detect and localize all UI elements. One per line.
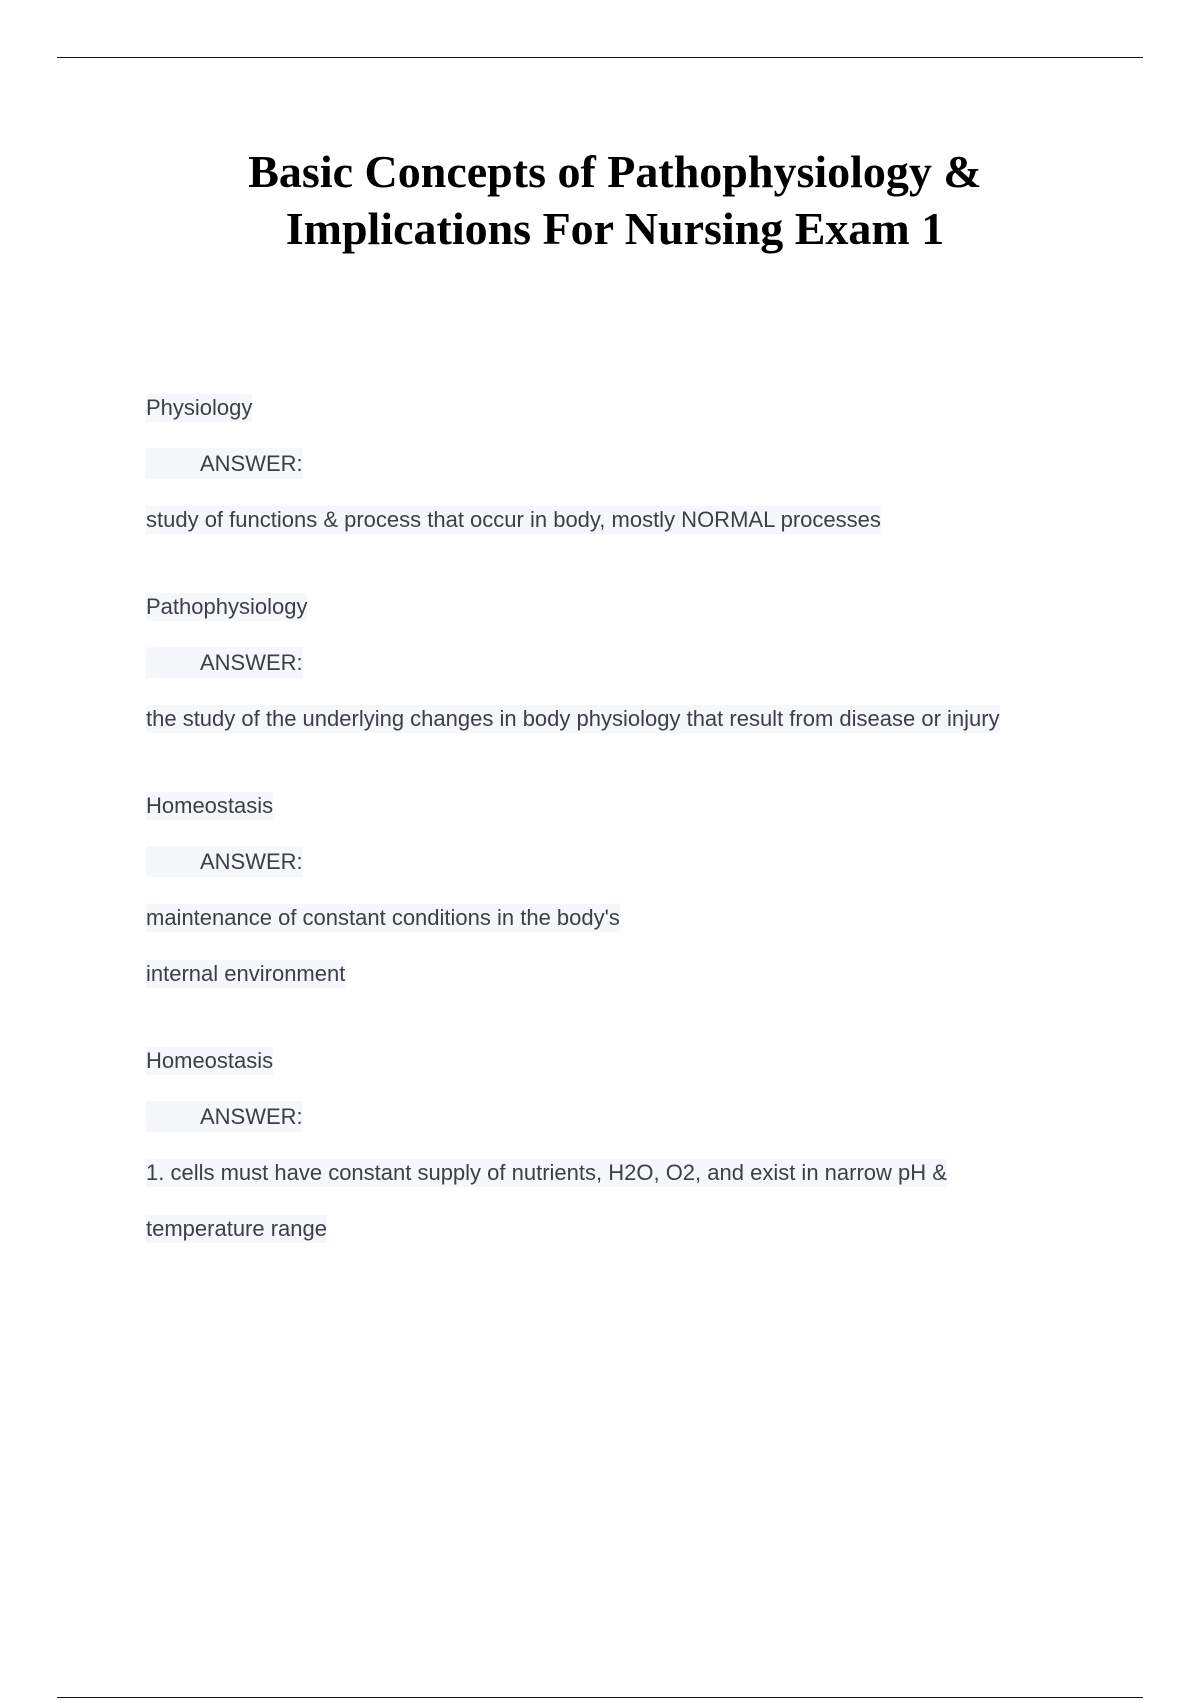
bottom-divider xyxy=(57,1697,1143,1698)
card-term: Physiology xyxy=(146,395,253,420)
flashcard xyxy=(146,591,1146,734)
card-definition-line: internal environment xyxy=(146,961,346,986)
answer-label: ANSWER: xyxy=(146,647,303,678)
answer-label: ANSWER: xyxy=(146,1101,303,1132)
card-term: Pathophysiology xyxy=(146,594,308,619)
card-definition-line: maintenance of constant conditions in the body's xyxy=(146,905,620,930)
flashcard xyxy=(146,392,1146,535)
title-line-2: Implications For Nursing Exam 1 xyxy=(285,203,945,254)
card-term: Homeostasis xyxy=(146,1048,274,1073)
card-definition-line: the study of the underlying changes in body physiology that result from disease or injury xyxy=(146,706,1000,731)
document-title xyxy=(100,143,1130,257)
top-divider xyxy=(57,57,1143,58)
flashcard-list xyxy=(146,392,1146,1300)
answer-label: ANSWER: xyxy=(146,448,303,479)
card-definition-line: study of functions & process that occur in body, mostly NORMAL processes xyxy=(146,507,881,532)
card-term: Homeostasis xyxy=(146,793,274,818)
flashcard xyxy=(146,790,1146,989)
title-line-1: Basic Concepts of Pathophysiology & xyxy=(248,146,982,197)
answer-label: ANSWER: xyxy=(146,846,303,877)
flashcard xyxy=(146,1045,1146,1244)
card-definition-line: temperature range xyxy=(146,1216,327,1241)
card-definition-line: 1. cells must have constant supply of nutrients, H2O, O2, and exist in narrow pH & xyxy=(146,1160,947,1185)
